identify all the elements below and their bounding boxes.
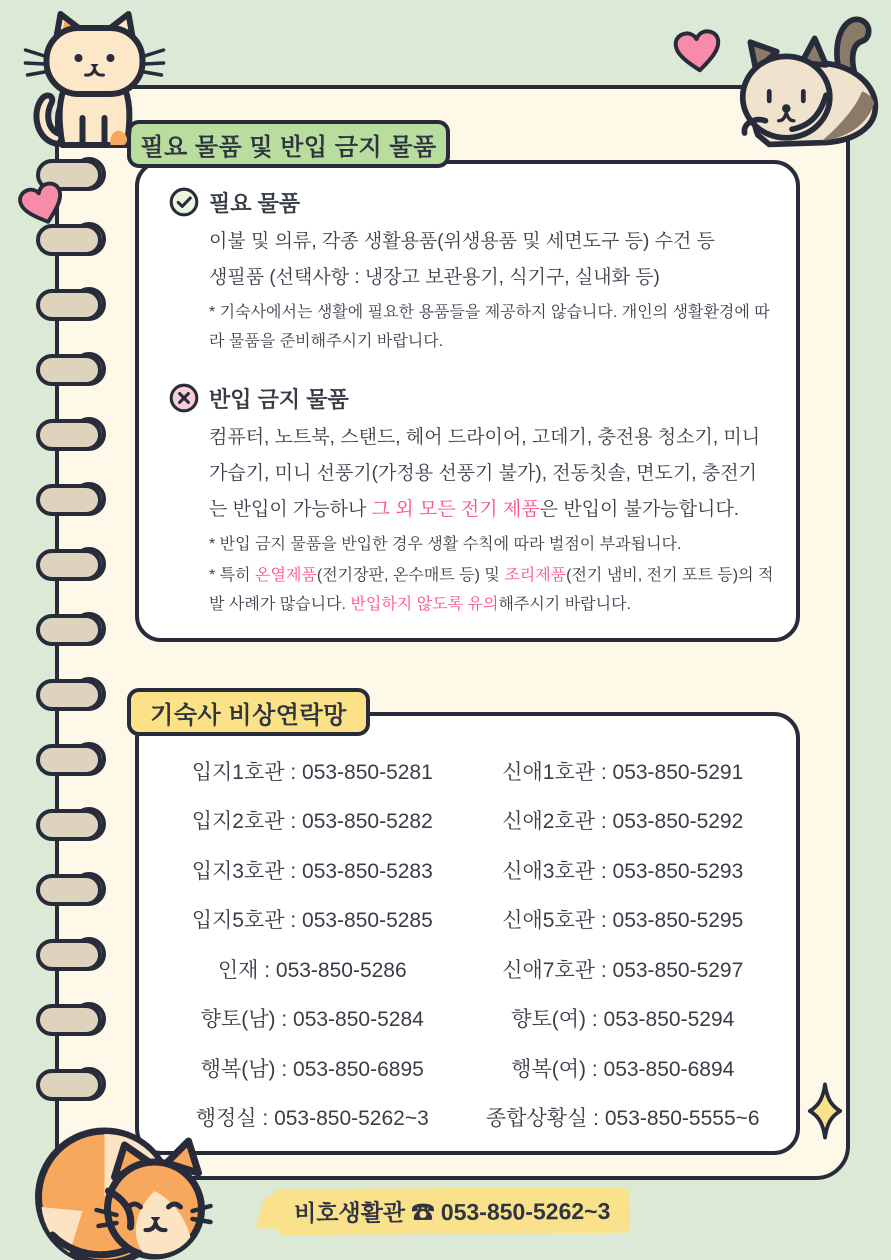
contact-row bbox=[157, 944, 778, 994]
binder-ring bbox=[36, 870, 106, 910]
footer-contact: 비호생활관 ☎ 053-850-5262~3 bbox=[274, 1187, 631, 1235]
binder-ring bbox=[36, 805, 106, 845]
contacts-section-title: 기숙사 비상연락망 bbox=[127, 688, 370, 736]
binder-ring bbox=[36, 1065, 106, 1105]
required-line-2: 생필품 (선택사항 : 냉장고 보관용기, 식기구, 실내화 등) bbox=[209, 267, 660, 288]
contact-grid bbox=[157, 746, 778, 1142]
contact-right: 신애1호관 : 053-850-5291 bbox=[502, 760, 744, 784]
binder-ring bbox=[36, 740, 106, 780]
curled-orange-cat bbox=[10, 1115, 215, 1260]
contact-right: 종합상황실 : 053-850-5555~6 bbox=[485, 1107, 760, 1131]
binder-ring bbox=[36, 610, 106, 650]
required-items-heading bbox=[169, 186, 772, 218]
prohibited-items-label: 반입 금지 물품 bbox=[209, 386, 349, 412]
binder-ring bbox=[36, 285, 106, 325]
contact-right: 신애3호관 : 053-850-5293 bbox=[502, 859, 744, 883]
contact-row bbox=[157, 1093, 778, 1143]
contact-left: 인재 : 053-850-5286 bbox=[217, 958, 407, 982]
contact-right: 행복(여) : 053-850-6894 bbox=[511, 1057, 735, 1081]
required-items-label: 필요 물품 bbox=[209, 190, 301, 216]
contact-row bbox=[157, 994, 778, 1044]
binder-ring bbox=[36, 1000, 106, 1040]
prohibited-items-text: 컴퓨터, 노트북, 스탠드, 헤어 드라이어, 고데기, 충전용 청소기, 미니 가습기, 미니 선풍기(가정용 선풍기 불가), 전동칫솔, 면도기, 충전기는 반입이 가능하나 그 외 모든 전기 제품은 반입이 불가능합니다. bbox=[209, 427, 761, 520]
prohibited-items-note-1: * 반입 금지 물품을 반입한 경우 생활 수칙에 따라 벌점이 부과됩니다. bbox=[209, 536, 682, 553]
binder-ring bbox=[36, 675, 106, 715]
contact-left: 행복(남) : 053-850-6895 bbox=[200, 1057, 424, 1081]
binder-ring bbox=[36, 415, 106, 455]
required-items-text bbox=[209, 224, 771, 296]
contact-right: 향토(여) : 053-850-5294 bbox=[511, 1008, 735, 1032]
binder-ring bbox=[36, 545, 106, 585]
contact-right: 신애5호관 : 053-850-5295 bbox=[502, 909, 744, 933]
binder-ring bbox=[36, 480, 106, 520]
contact-row bbox=[157, 796, 778, 846]
contact-row bbox=[157, 845, 778, 895]
x-icon bbox=[169, 383, 199, 413]
contact-row bbox=[157, 746, 778, 796]
items-card bbox=[135, 160, 800, 642]
contact-left: 행정실 : 053-850-5262~3 bbox=[195, 1107, 429, 1131]
lying-siamese-cat bbox=[733, 10, 885, 152]
contacts-card bbox=[135, 712, 800, 1155]
sitting-cream-cat bbox=[22, 6, 167, 151]
contact-left: 향토(남) : 053-850-5284 bbox=[200, 1008, 424, 1032]
prohibited-items-heading bbox=[169, 382, 772, 414]
binder-ring bbox=[36, 350, 106, 390]
items-section-title: 필요 물품 및 반입 금지 물품 bbox=[127, 120, 450, 168]
contact-left: 입지3호관 : 053-850-5283 bbox=[191, 859, 433, 883]
contact-row bbox=[157, 1043, 778, 1093]
required-items-note: * 기숙사에서는 생활에 필요한 용품들을 제공하지 않습니다. 개인의 생활환경에 따라 물품을 준비해주시기 바랍니다. bbox=[209, 304, 770, 350]
contact-left: 입지1호관 : 053-850-5281 bbox=[191, 760, 433, 784]
contact-right: 신애7호관 : 053-850-5297 bbox=[502, 958, 744, 982]
heart-icon bbox=[672, 28, 725, 79]
prohibited-items-note-2: * 특히 온열제품(전기장판, 온수매트 등) 및 조리제품(전기 냄비, 전기 포트 등)의 적발 사례가 많습니다. 반입하지 않도록 유의해주시기 바랍니다. bbox=[209, 567, 774, 613]
sparkle-icon bbox=[806, 1082, 844, 1140]
contact-row bbox=[157, 895, 778, 945]
contact-right: 신애2호관 : 053-850-5292 bbox=[502, 810, 744, 834]
contact-left: 입지5호관 : 053-850-5285 bbox=[191, 909, 433, 933]
check-icon bbox=[169, 187, 199, 217]
binder-ring bbox=[36, 935, 106, 975]
contact-left: 입지2호관 : 053-850-5282 bbox=[191, 810, 433, 834]
required-line-1: 이불 및 의류, 각종 생활용품(위생용품 및 세면도구 등) 수건 등 bbox=[209, 231, 715, 252]
